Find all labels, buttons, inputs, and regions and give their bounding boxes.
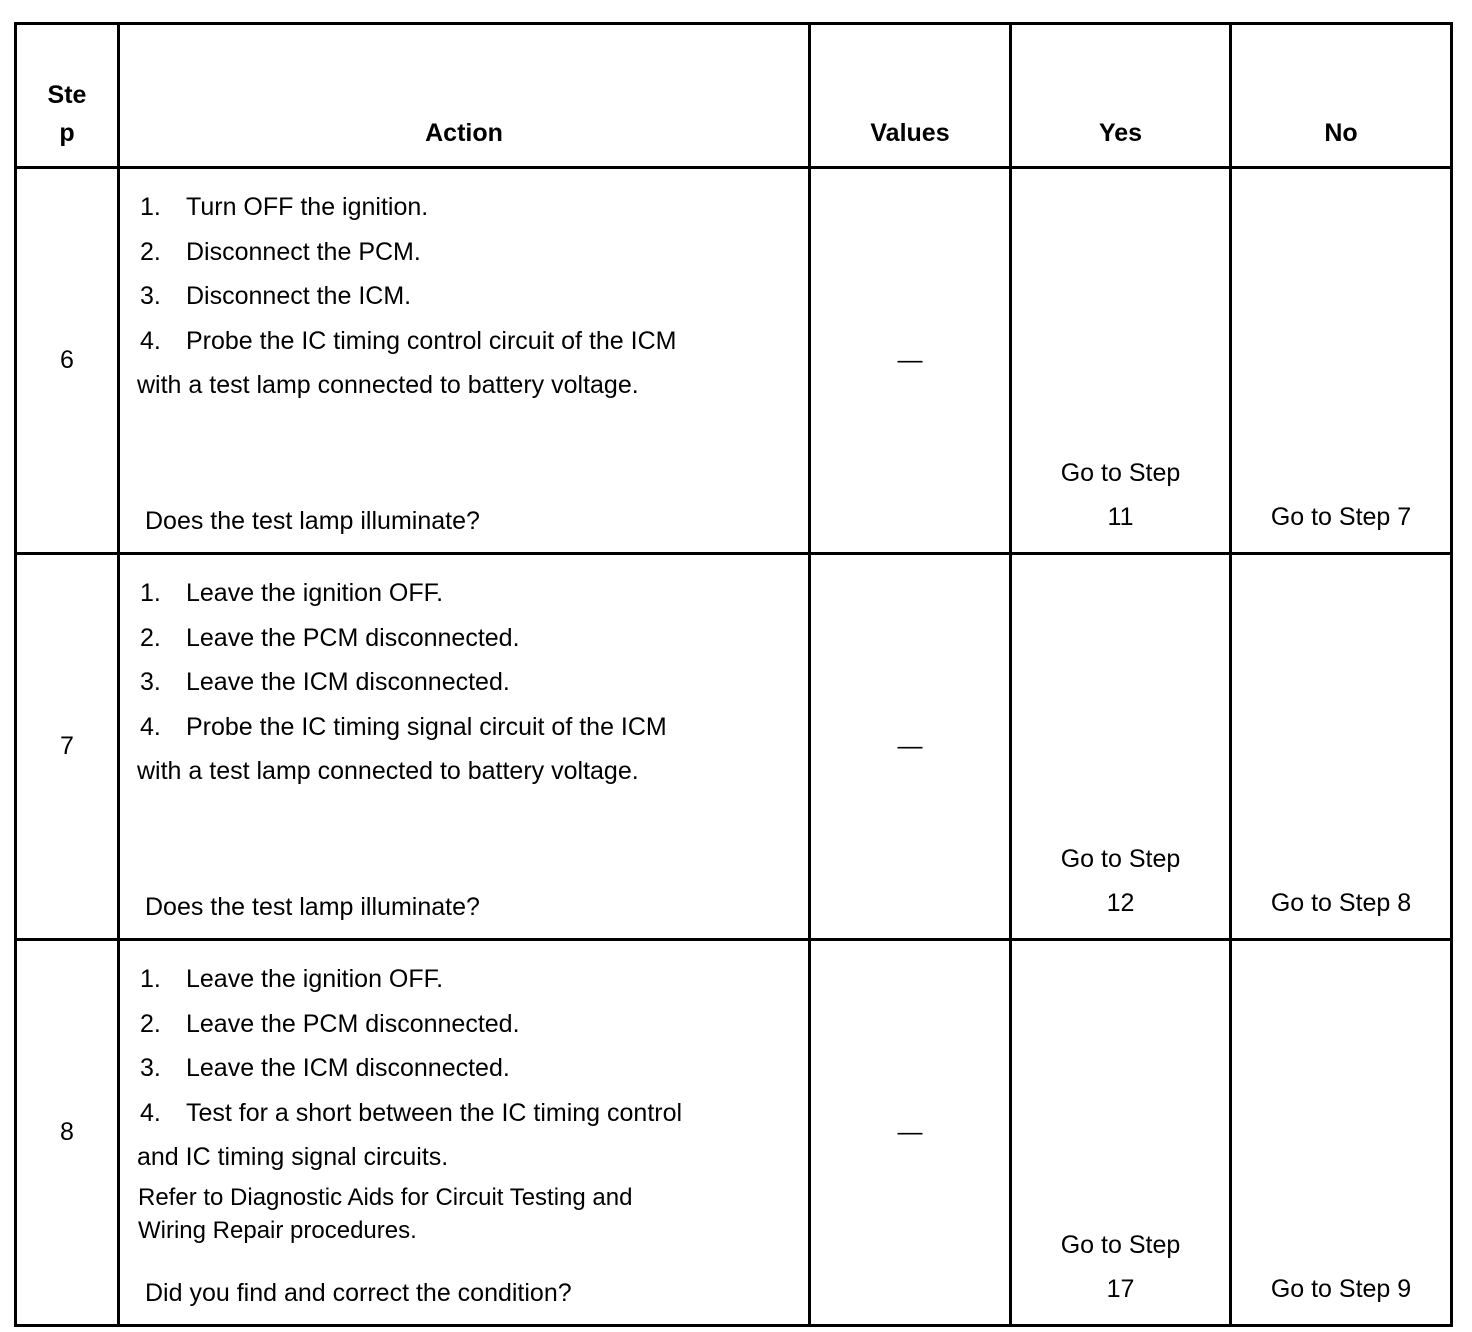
table-row: [16, 940, 1452, 1326]
header-row: [16, 24, 1452, 168]
action-item: 4. Probe the IC timing control circuit of the ICM with a test lamp connected to battery voltage.: [137, 326, 677, 400]
action-list: [137, 957, 697, 1180]
action-item: 4. Probe the IC timing signal circuit of the ICM with a test lamp connected to battery voltage.: [137, 712, 667, 786]
action-item: 3. Leave the ICM disconnected.: [140, 1054, 510, 1083]
action-item: 3. Leave the ICM disconnected.: [140, 668, 510, 697]
action-item: 4. Test for a short between the IC timing control and IC timing signal circuits.: [137, 1098, 683, 1172]
step-number: 6: [16, 168, 119, 554]
action-item: 2. Leave the PCM disconnected.: [140, 1009, 520, 1038]
action-cell: [119, 168, 810, 554]
action-list: [137, 185, 697, 408]
action-item: 1. Leave the ignition OFF.: [140, 965, 444, 993]
no-cell: Go to Step 8: [1231, 554, 1452, 940]
table-row: [16, 554, 1452, 940]
action-cell: [119, 940, 810, 1326]
header-no: No: [1231, 24, 1452, 168]
step-number: 8: [16, 940, 119, 1326]
question: Does the test lamp illuminate?: [145, 507, 480, 535]
reference-note: Refer to Diagnostic Aids for Circuit Testing and Wiring Repair procedures.: [138, 1184, 633, 1244]
action-item: 1. Turn OFF the ignition.: [140, 193, 429, 221]
header-values: Values: [810, 24, 1011, 168]
question: Does the test lamp illuminate?: [145, 893, 480, 921]
action-item: 3. Disconnect the ICM.: [140, 282, 412, 311]
header-action: Action: [119, 24, 810, 168]
values-cell: —: [810, 168, 1011, 554]
step-number: 7: [16, 554, 119, 940]
yes-cell: Go to Step 12: [1011, 554, 1231, 940]
yes-cell: Go to Step 17: [1011, 940, 1231, 1326]
action-item: 2. Disconnect the PCM.: [140, 237, 421, 266]
action-cell: [119, 554, 810, 940]
action-item: 1. Leave the ignition OFF.: [140, 579, 444, 607]
table-row: [16, 168, 1452, 554]
no-cell: Go to Step 7: [1231, 168, 1452, 554]
header-yes: Yes: [1011, 24, 1231, 168]
action-item: 2. Leave the PCM disconnected.: [140, 623, 520, 652]
values-cell: —: [810, 940, 1011, 1326]
no-cell: Go to Step 9: [1231, 940, 1452, 1326]
diagnostic-table: [14, 22, 1453, 1327]
yes-cell: Go to Step 11: [1011, 168, 1231, 554]
action-list: [137, 571, 697, 794]
question: Did you find and correct the condition?: [145, 1279, 572, 1307]
header-step: Step: [16, 24, 119, 168]
values-cell: —: [810, 554, 1011, 940]
